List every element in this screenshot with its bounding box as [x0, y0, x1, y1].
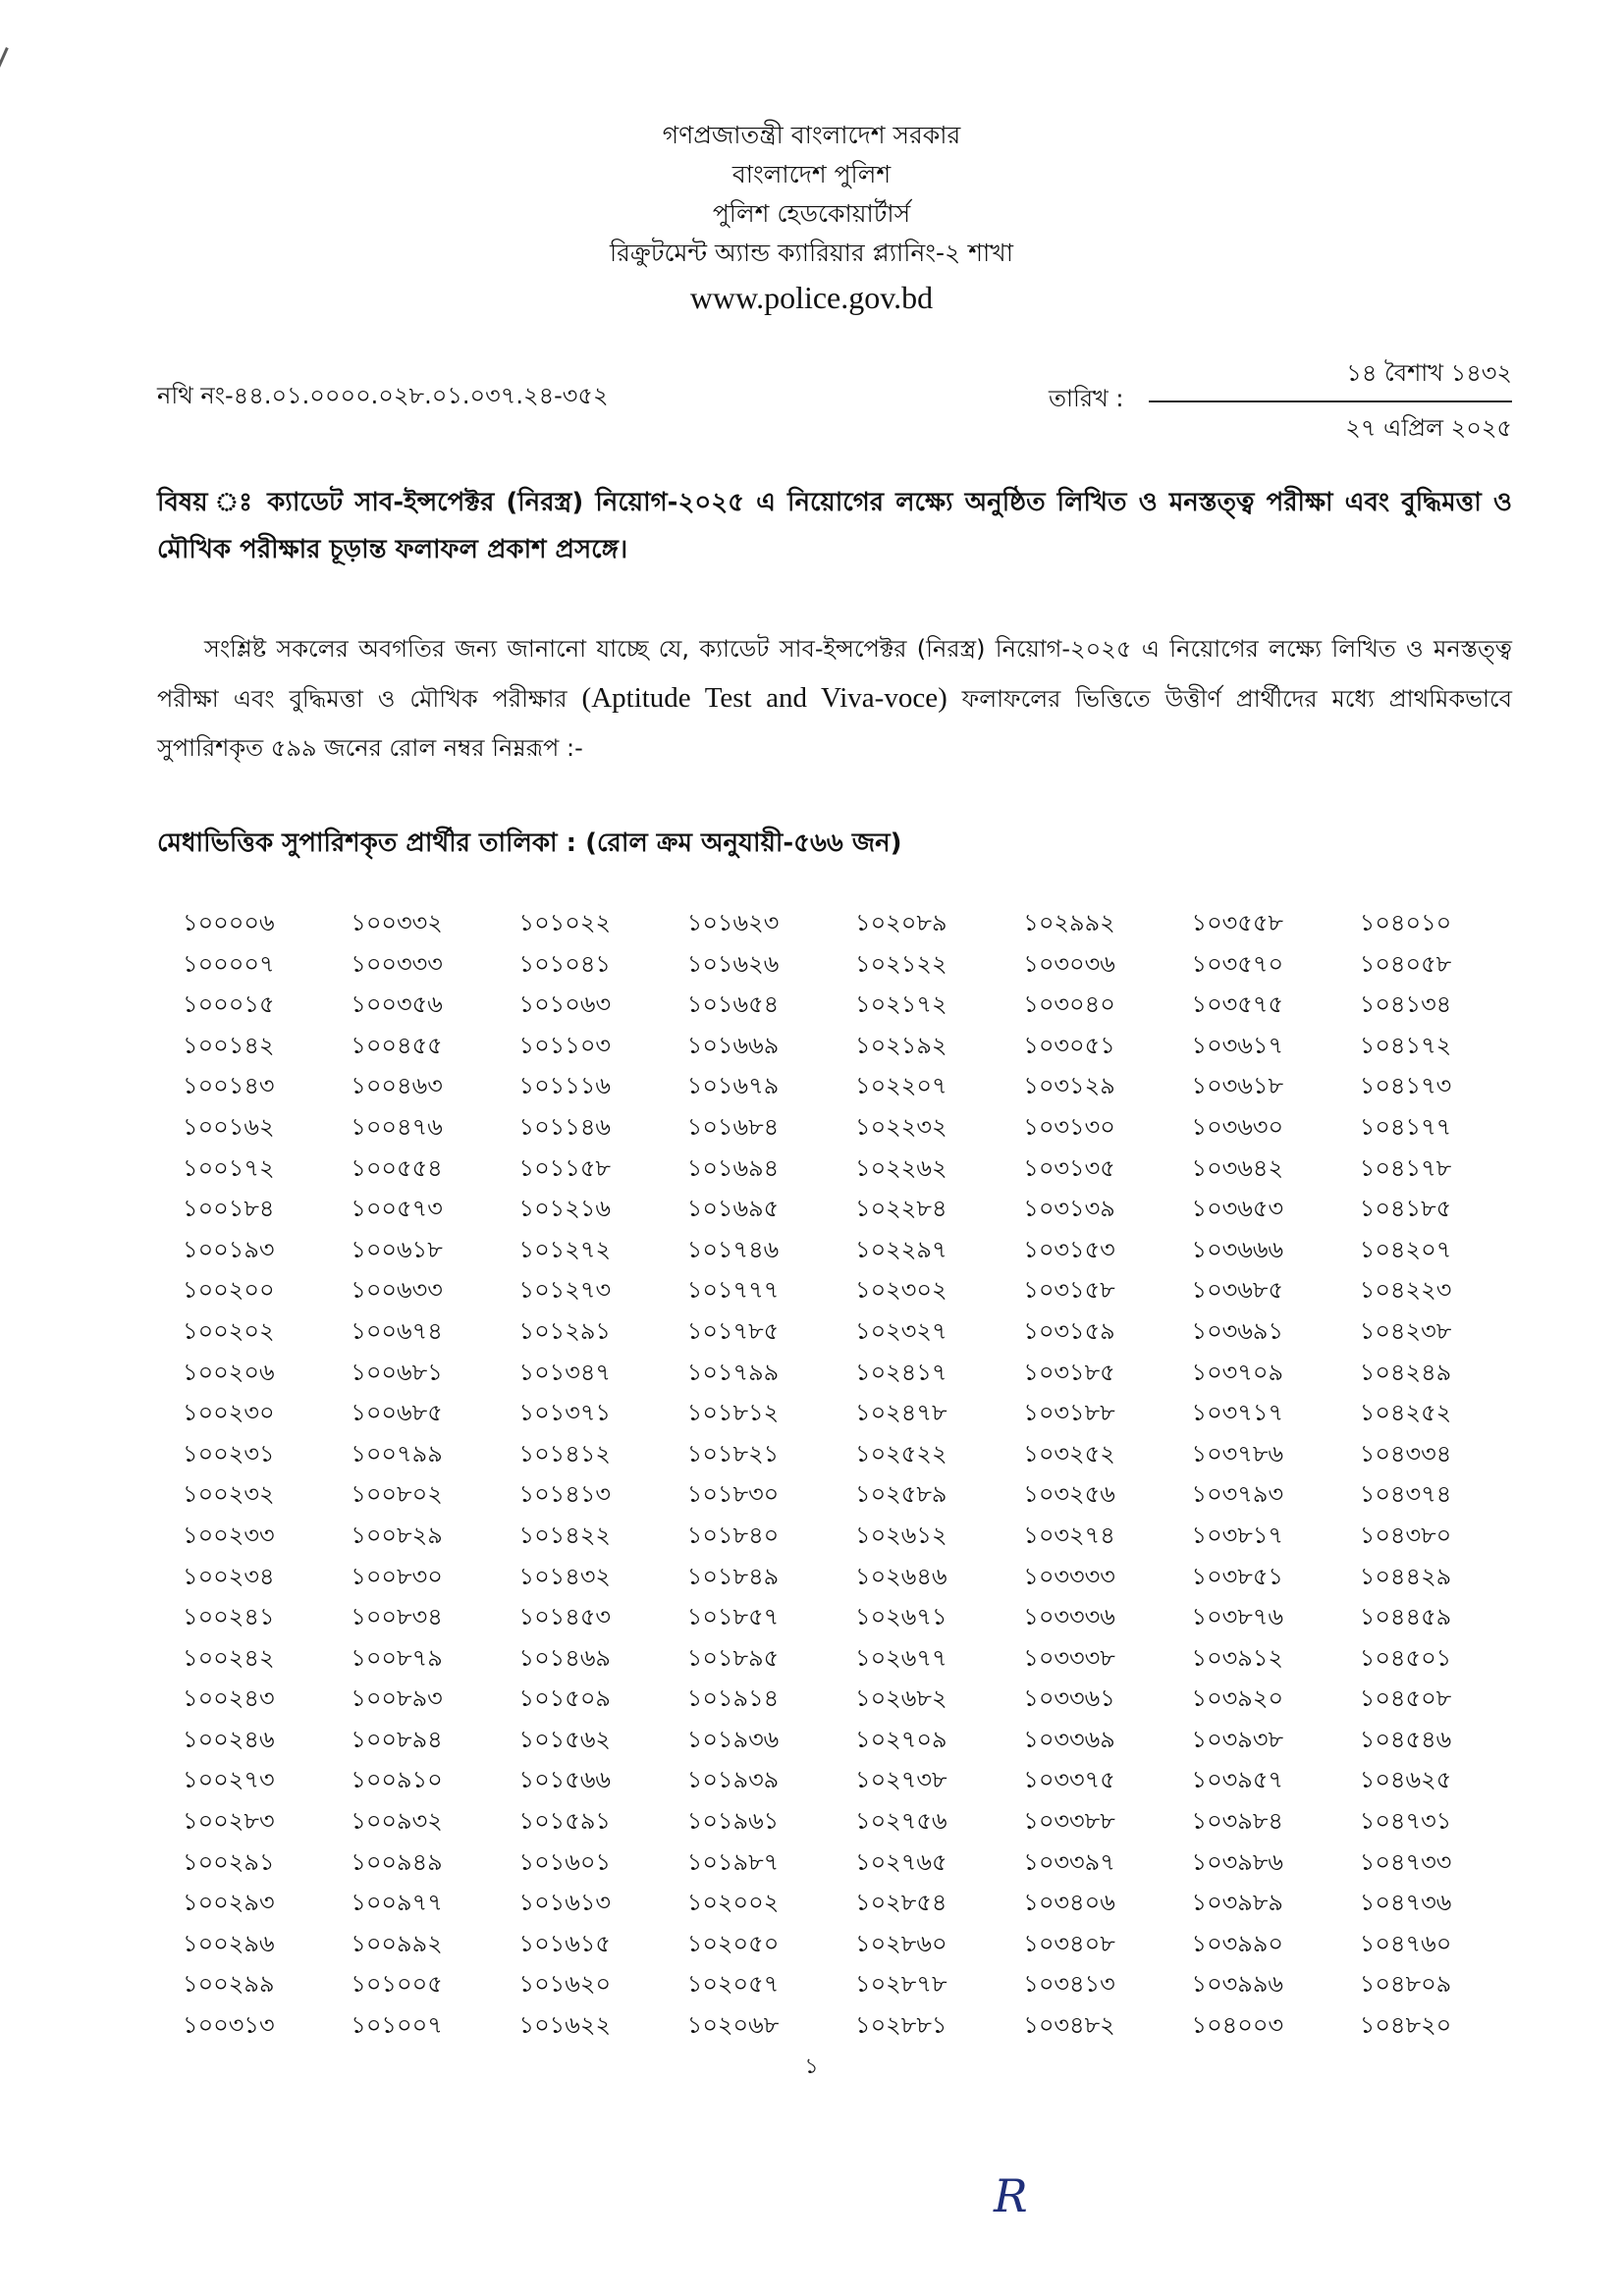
- roll-number: ১০১৩৭১: [518, 1399, 612, 1427]
- roll-number: ১০৩০৫১: [1023, 1031, 1115, 1059]
- roll-number: ১০২০৫০: [686, 1929, 780, 1957]
- roll-number: ১০৪৭৩৬: [1359, 1889, 1452, 1917]
- roll-number: ১০১৬০১: [518, 1847, 612, 1876]
- roll-number: ১০৩৬৯১: [1191, 1316, 1284, 1345]
- roll-number: ১০১৬৮৪: [686, 1112, 780, 1141]
- roll-number: ১০৪২২৩: [1359, 1276, 1452, 1305]
- roll-number: ১০১৪১২: [518, 1439, 612, 1468]
- roll-number: ১০২৬৮২: [855, 1684, 947, 1713]
- date-bengali: ১৪ বৈশাখ ১৪৩২: [1149, 355, 1512, 402]
- roll-number: ১০১৯১৪: [686, 1684, 780, 1713]
- roll-number: ১০১৬২০: [518, 1970, 612, 1999]
- roll-number: ১০৪১৭৭: [1359, 1112, 1452, 1141]
- roll-number: ১০০২৯৩: [183, 1889, 275, 1917]
- roll-number: ১০৪১৮৫: [1359, 1195, 1452, 1223]
- roll-number: ১০১৯৩৯: [686, 1766, 780, 1794]
- roll-number: ১০০২৭৩: [183, 1766, 275, 1794]
- roll-number: ১০০৭৯৯: [351, 1439, 443, 1468]
- roll-number: ১০১২৭২: [518, 1235, 612, 1263]
- roll-number: ১০১৬৬৯: [686, 1031, 780, 1059]
- roll-number: ১০৪৭৩১: [1359, 1807, 1452, 1836]
- roll-number: ১০০২০৬: [183, 1358, 275, 1386]
- branch-name: রিক্রুটমেন্ট অ্যান্ড ক্যারিয়ার প্ল্যানিং-২ শাখা: [610, 239, 1013, 267]
- roll-number: ১০২০৬৮: [686, 2011, 780, 2040]
- roll-number: ১০৩৬৪২: [1191, 1153, 1284, 1182]
- roll-number: ১০১৬৫৪: [686, 990, 780, 1019]
- date-label: তারিখ :: [1049, 385, 1124, 412]
- roll-number: ১০১২৯১: [518, 1316, 612, 1345]
- roll-number: ১০৩১৩৫: [1023, 1153, 1115, 1182]
- roll-number: ১০৩২৫৬: [1023, 1480, 1115, 1509]
- roll-number: ১০০৮৩০: [351, 1562, 443, 1590]
- roll-number: ১০৪৮০৯: [1359, 1970, 1452, 1999]
- roll-number: ১০৩২৭৪: [1023, 1521, 1115, 1549]
- roll-number: ১০০২৪৩: [183, 1684, 275, 1713]
- roll-number: ১০৪১৭৮: [1359, 1153, 1452, 1182]
- roll-number: ১০৪১৭৩: [1359, 1072, 1452, 1100]
- roll-number: ১০১৮১২: [686, 1399, 780, 1427]
- roll-number: ১০৩৪১৩: [1023, 1970, 1115, 1999]
- roll-number: ১০৩১৮৫: [1023, 1358, 1115, 1386]
- roll-number: ১০২৮৫৪: [855, 1889, 947, 1917]
- roll-number: ১০২১৭২: [855, 990, 947, 1019]
- roll-number: ১০৪২০৭: [1359, 1235, 1452, 1263]
- roll-number: ১০২৭৬৫: [855, 1847, 947, 1876]
- roll-number: ১০৩২৫২: [1023, 1439, 1115, 1468]
- roll-number: ১০৩৩৬১: [1023, 1684, 1115, 1713]
- roll-number: ১০২৯৯২: [1023, 909, 1115, 936]
- roll-number: ১০০৫৫৪: [351, 1153, 443, 1182]
- roll-number: ১০১৬৯৫: [686, 1195, 780, 1223]
- roll-number: ১০২৫৮৯: [855, 1480, 947, 1509]
- roll-number: ১০০৮৯৩: [351, 1684, 443, 1713]
- roll-number: ১০২০৫৭: [686, 1970, 780, 1999]
- roll-number: ১০২৬৪৬: [855, 1562, 947, 1590]
- roll-number: ১০১৯৩৬: [686, 1725, 780, 1753]
- roll-number: ১০২১৯২: [855, 1031, 947, 1059]
- date-block: [1149, 355, 1512, 450]
- roll-number: ১০৩৮৫১: [1191, 1562, 1284, 1590]
- roll-number: ১০২১২২: [855, 949, 947, 978]
- roll-number: ১০৩৩৩৩: [1023, 1562, 1115, 1590]
- roll-number: ১০০০১৫: [183, 990, 275, 1019]
- roll-number: ১০০২৯১: [183, 1847, 275, 1876]
- roll-number: ১০০২০২: [183, 1316, 275, 1345]
- roll-number: ১০০১৯৩: [183, 1235, 275, 1263]
- roll-number: ১০২০৮৯: [855, 909, 947, 936]
- roll-number: ১০০৪৬৩: [351, 1072, 443, 1100]
- roll-number: ১০৩৩৭৫: [1023, 1766, 1115, 1794]
- roll-number: ১০৩৯২০: [1191, 1684, 1284, 1713]
- list-heading: মেধাভিত্তিক সুপারিশকৃত প্রার্থীর তালিকা : (রোল ক্রম অনুযায়ী-৫৬৬ জন): [157, 828, 902, 858]
- roll-number: ১০১৭৮৫: [686, 1316, 780, 1345]
- roll-number: ১০১৪৩২: [518, 1562, 612, 1590]
- roll-number: ১০২৬৭৭: [855, 1643, 947, 1672]
- roll-number: ১০০৪৭৬: [351, 1112, 443, 1141]
- roll-number: ১০৩৬১৮: [1191, 1072, 1284, 1100]
- roll-number: ১০১৪৫৩: [518, 1603, 612, 1631]
- roll-number: ১০৩১৫৯: [1023, 1316, 1115, 1345]
- roll-number: ১০০৯৪৯: [351, 1847, 443, 1876]
- roll-number: ১০৩১৫৩: [1023, 1235, 1115, 1263]
- roll-number: ১০৩৫৭৫: [1191, 990, 1284, 1019]
- roll-number: ১০১৮৩০: [686, 1480, 780, 1509]
- roll-number: ১০২৭০৯: [855, 1725, 947, 1753]
- roll-number: ১০৩৬৩০: [1191, 1112, 1284, 1141]
- roll-number: ১০০১৪২: [183, 1031, 275, 1059]
- roll-number: ১০০৮৭৯: [351, 1643, 443, 1672]
- subject-line: বিষয় ঃ ক্যাডেট সাব-ইন্সপেক্টর (নিরস্ত্র) নিয়োগ-২০২৫ এ নিয়োগের লক্ষ্যে অনুষ্ঠিত লিখিত ও মনস্তত্ত্ব পরীক্ষা এবং বুদ্ধিমত্তা ও মৌখিক পরীক্ষার চূড়ান্ত ফলাফল প্রকাশ প্রসঙ্গে।: [157, 488, 1512, 564]
- roll-number: ১০৩৫৫৮: [1191, 909, 1284, 936]
- roll-number: ১০০৯৭৭: [351, 1889, 443, 1917]
- roll-number: ১০৩৬৮৫: [1191, 1276, 1284, 1305]
- roll-number: ১০২৭৫৬: [855, 1807, 947, 1836]
- roll-number: ১০২৬১২: [855, 1521, 947, 1549]
- roll-number: ১০০৮৯৪: [351, 1725, 443, 1753]
- roll-number: ১০৪৪৫৯: [1359, 1603, 1452, 1631]
- roll-number: ১০৪০০৩: [1191, 2011, 1284, 2040]
- roll-number: ১০৩১২৯: [1023, 1072, 1115, 1100]
- roll-number: ১০১৬১৫: [518, 1929, 612, 1957]
- office-name: পুলিশ হেডকোয়ার্টার্স: [712, 199, 911, 228]
- roll-number: ১০৩৫৭০: [1191, 949, 1284, 978]
- roll-number: ১০০২৩০: [183, 1399, 275, 1427]
- roll-number: ১০১৮৪৯: [686, 1562, 780, 1590]
- letterhead: [0, 116, 1623, 318]
- roll-number: ১০২২০৭: [855, 1072, 947, 1100]
- roll-number: ১০৩৯৩৮: [1191, 1725, 1284, 1753]
- roll-number: ১০৩১৩৯: [1023, 1195, 1115, 1223]
- roll-number: ১০০৬৩৩: [351, 1276, 443, 1305]
- roll-number: ১০১৪১৩: [518, 1480, 612, 1509]
- roll-number: ১০১৮৫৭: [686, 1603, 780, 1631]
- roll-number: ১০০১৪৩: [183, 1072, 275, 1100]
- roll-number: ১০১৩৪৭: [518, 1358, 612, 1386]
- roll-number: ১০২২৬২: [855, 1153, 947, 1182]
- roll-number: ১০১৬১৩: [518, 1889, 612, 1917]
- roll-number: ১০৪৭৬০: [1359, 1929, 1452, 1957]
- roll-number: ১০২২৩২: [855, 1112, 947, 1141]
- roll-number: ১০১১৪৬: [518, 1112, 612, 1141]
- roll-number: ১০৪৮২০: [1359, 2011, 1452, 2040]
- roll-number: ১০৪২৩৮: [1359, 1316, 1452, 1345]
- roll-number: ১০১৪২২: [518, 1521, 612, 1549]
- roll-number: ১০০৩৫৬: [351, 990, 443, 1019]
- roll-number: ১০০১৬২: [183, 1112, 275, 1141]
- roll-number: ১০৪৬২৫: [1359, 1766, 1452, 1794]
- roll-number: ১০৩৩৬৯: [1023, 1725, 1115, 1753]
- roll-number: ১০২৮৬০: [855, 1929, 947, 1957]
- roll-number: ১০৪৫০৮: [1359, 1684, 1452, 1713]
- roll-number: ১০৩৪৮২: [1023, 2011, 1115, 2040]
- roll-number: ১০১১০৩: [518, 1031, 612, 1059]
- roll-number: ১০৪৩৩৪: [1359, 1439, 1452, 1468]
- roll-number: ১০৩৯৯৬: [1191, 1970, 1284, 1999]
- roll-number: ১০১০০৭: [351, 2011, 443, 2040]
- roll-number: ১০১০২২: [518, 909, 612, 936]
- roll-number: ১০৪৫০১: [1359, 1643, 1452, 1672]
- roll-number: ১০১২১৬: [518, 1195, 612, 1223]
- roll-number: ১০০৬৮১: [351, 1358, 443, 1386]
- roll-number: ১০১২৭৩: [518, 1276, 612, 1305]
- roll-number: ১০১৬২৬: [686, 949, 780, 978]
- roll-number: ১০৩৩৩৮: [1023, 1643, 1115, 1672]
- government-name: গণপ্রজাতন্ত্রী বাংলাদেশ সরকার: [662, 121, 961, 149]
- roll-number: ১০৩০৩৬: [1023, 949, 1115, 978]
- roll-number: ১০৩৭৮৬: [1191, 1439, 1284, 1468]
- roll-number: ১০৩৯৮৬: [1191, 1847, 1284, 1876]
- roll-number: ১০৪১৩৪: [1359, 990, 1452, 1019]
- roll-number: ১০১০৬৩: [518, 990, 612, 1019]
- roll-number: ১০০১৭২: [183, 1153, 275, 1182]
- roll-number: ১০০৬৭৪: [351, 1316, 443, 1345]
- roll-number: ১০৩৩৩৬: [1023, 1603, 1115, 1631]
- roll-number: ১০২৪১৭: [855, 1358, 947, 1386]
- roll-number: ১০০২৪১: [183, 1603, 275, 1631]
- roll-number: ১০২৬৭১: [855, 1603, 947, 1631]
- roll-number: ১০১৯৬১: [686, 1807, 780, 1836]
- roll-number: ১০২৩০২: [855, 1276, 947, 1305]
- roll-number: ১০০২৩৪: [183, 1562, 275, 1590]
- roll-number: ১০০৪৫৫: [351, 1031, 443, 1059]
- roll-number: ১০৪৩৭৪: [1359, 1480, 1452, 1509]
- roll-number: ১০৪৩৮০: [1359, 1521, 1452, 1549]
- roll-number: ১০০৫৭৩: [351, 1195, 443, 1223]
- roll-number: ১০০৬৮৫: [351, 1399, 443, 1427]
- roll-number: ১০৪৫৪৬: [1359, 1725, 1452, 1753]
- roll-number: ১০০২৯৬: [183, 1929, 275, 1957]
- roll-number: ১০১৮৯৫: [686, 1643, 780, 1672]
- roll-number-list: [177, 903, 1522, 2040]
- roll-number: ১০৩৮৭৬: [1191, 1603, 1284, 1631]
- roll-number: ১০১৬৯৪: [686, 1153, 780, 1182]
- roll-number: ১০০১৮৪: [183, 1195, 275, 1223]
- roll-number: ১০৪০১০: [1359, 909, 1452, 936]
- roll-number: ১০১৮৪০: [686, 1521, 780, 1549]
- roll-number: ১০১৬২৩: [686, 909, 780, 936]
- body-text-part-2: ফলাফলের ভিত্তিতে উত্তীর্ণ প্রার্থীদের মধ্যে প্রাথমিকভাবে সুপারিশকৃত ৫৯৯ জনের রোল নম্বর নিম্নরূপ :-: [157, 685, 1512, 762]
- roll-number: ১০৩১৫৮: [1023, 1276, 1115, 1305]
- roll-number: ১০০২৮৩: [183, 1807, 275, 1836]
- roll-number: ১০২৩২৭: [855, 1316, 947, 1345]
- roll-number: ১০৩১৮৮: [1023, 1399, 1115, 1427]
- page-number: ১: [804, 2055, 819, 2079]
- body-english-phrase: (Aptitude Test and Viva-voce): [581, 682, 947, 714]
- roll-number: ১০৩৪০৮: [1023, 1929, 1115, 1957]
- roll-number: ১০১৭৪৬: [686, 1235, 780, 1263]
- roll-number: ১০৪৪২৯: [1359, 1562, 1452, 1590]
- roll-number: ১০১০০৫: [351, 1970, 443, 1999]
- roll-number: ১০৩৯৮৪: [1191, 1807, 1284, 1836]
- roll-number: ১০৩৮১৭: [1191, 1521, 1284, 1549]
- roll-number: ১০৩৬৬৬: [1191, 1235, 1284, 1263]
- roll-number: ১০০২০০: [183, 1276, 275, 1305]
- roll-number: ১০২০০২: [686, 1889, 780, 1917]
- roll-number: ১০২৫২২: [855, 1439, 947, 1468]
- roll-number: ১০৩১৩০: [1023, 1112, 1115, 1141]
- roll-number: ১০০০০৬: [183, 909, 275, 936]
- roll-number: ১০১৫৬২: [518, 1725, 612, 1753]
- roll-number: ১০৪৭৩৩: [1359, 1847, 1452, 1876]
- roll-number: ১০২৭৩৮: [855, 1766, 947, 1794]
- roll-number: ১০৩৬১৭: [1191, 1031, 1284, 1059]
- department-name: বাংলাদেশ পুলিশ: [731, 160, 892, 188]
- roll-number: ১০১৪৬৯: [518, 1643, 612, 1672]
- roll-number: ১০৩৭১৭: [1191, 1399, 1284, 1427]
- roll-number: ১০০২৩৩: [183, 1521, 275, 1549]
- roll-number: ১০০৯৩২: [351, 1807, 443, 1836]
- roll-number: ১০৪১৭২: [1359, 1031, 1452, 1059]
- roll-number: ১০১১৫৮: [518, 1153, 611, 1182]
- roll-number: ১০৩৭০৯: [1191, 1358, 1284, 1386]
- roll-number: ১০৩৯৯০: [1191, 1929, 1284, 1957]
- roll-number: ১০১৫৯১: [518, 1807, 611, 1836]
- body-text-part-1: সংশ্লিষ্ট সকলের অবগতির জন্য জানানো যাচ্ছে যে, ক্যাডেট সাব-ইন্সপেক্টর (নিরস্ত্র) নিয়োগ-২০২৫ এ নিয়োগের লক্ষ্যে লিখিত ও মনস্তত্ত্ব পরীক্ষা এবং বুদ্ধিমত্তা ও মৌখিক পরীক্ষার: [157, 635, 1512, 713]
- roll-number: ১০০৬১৮: [351, 1235, 443, 1263]
- roll-number: ১০৩৪০৬: [1023, 1889, 1115, 1917]
- roll-number: ১০০২৯৯: [183, 1970, 275, 1999]
- roll-number: ১০১৫৬৬: [518, 1766, 612, 1794]
- roll-number: ১০২৪৭৮: [855, 1399, 947, 1427]
- roll-number: ১০০২৪৬: [183, 1725, 275, 1753]
- roll-number: ১০০২৩১: [183, 1439, 275, 1468]
- roll-number: ১০৪২৫২: [1359, 1399, 1452, 1427]
- roll-number: ১০৩৭৯৩: [1191, 1480, 1284, 1509]
- roll-number: ১০০৮২৯: [351, 1521, 443, 1549]
- roll-number: ১০৩০৪০: [1023, 990, 1115, 1019]
- roll-number: ১০০৩৩৩: [351, 949, 443, 978]
- roll-number: ১০৩৬৫৩: [1191, 1195, 1284, 1223]
- handwritten-initials: R: [994, 2169, 1022, 2222]
- roll-number: ১০১৭৯৯: [686, 1358, 780, 1386]
- roll-number: ১০১৬৭৯: [686, 1072, 780, 1100]
- roll-number: ১০২২৮৪: [855, 1195, 947, 1223]
- roll-number: ১০২৮৭৮: [855, 1970, 947, 1999]
- roll-number: ১০১৬২২: [518, 2011, 612, 2040]
- roll-number: ১০৪০৫৮: [1359, 949, 1452, 978]
- roll-number: ১০১৫০৯: [518, 1684, 612, 1713]
- roll-number: ১০১৯৮৭: [686, 1847, 780, 1876]
- roll-number: ১০০২৩২: [183, 1480, 275, 1509]
- roll-number: ১০৩৯৫৭: [1191, 1766, 1284, 1794]
- roll-number: ১০০৩৩২: [351, 909, 443, 936]
- roll-number: ১০০৮০২: [351, 1480, 443, 1509]
- website-link[interactable]: www.police.gov.bd: [689, 280, 934, 315]
- date-gregorian: ২৭ এপ্রিল ২০২৫: [1345, 414, 1512, 442]
- roll-number: ১০০৩১৩: [183, 2011, 275, 2040]
- body-paragraph: [157, 624, 1512, 773]
- memo-number: নথি নং-৪৪.০১.০০০০.০২৮.০১.০৩৭.২৪-৩৫২: [157, 382, 609, 409]
- roll-number: ১০০২৪২: [183, 1643, 275, 1672]
- roll-number: ১০৪২৪৯: [1359, 1358, 1452, 1386]
- roll-number: ১০৩৩৮৮: [1023, 1807, 1115, 1836]
- roll-number: ১০০৯৯২: [351, 1929, 443, 1957]
- roll-number: ১০০৯১০: [351, 1766, 443, 1794]
- roll-number: ১০৩৯১২: [1191, 1643, 1284, 1672]
- roll-number: ১০২২৯৭: [855, 1235, 947, 1263]
- pen-stroke-mark: [0, 47, 9, 113]
- roll-number: ১০১৮২১: [686, 1439, 780, 1468]
- roll-number: ১০১১১৬: [518, 1072, 612, 1100]
- roll-number: ১০৩৯৮৯: [1191, 1889, 1284, 1917]
- roll-number: ১০০৮৩৪: [351, 1603, 443, 1631]
- roll-number: ১০১০৪১: [518, 949, 612, 978]
- roll-number: ১০৩৩৯৭: [1023, 1847, 1115, 1876]
- roll-number: ১০০০০৭: [183, 949, 275, 978]
- roll-number: ১০১৭৭৭: [686, 1276, 780, 1305]
- roll-number: ১০২৮৮১: [855, 2011, 947, 2040]
